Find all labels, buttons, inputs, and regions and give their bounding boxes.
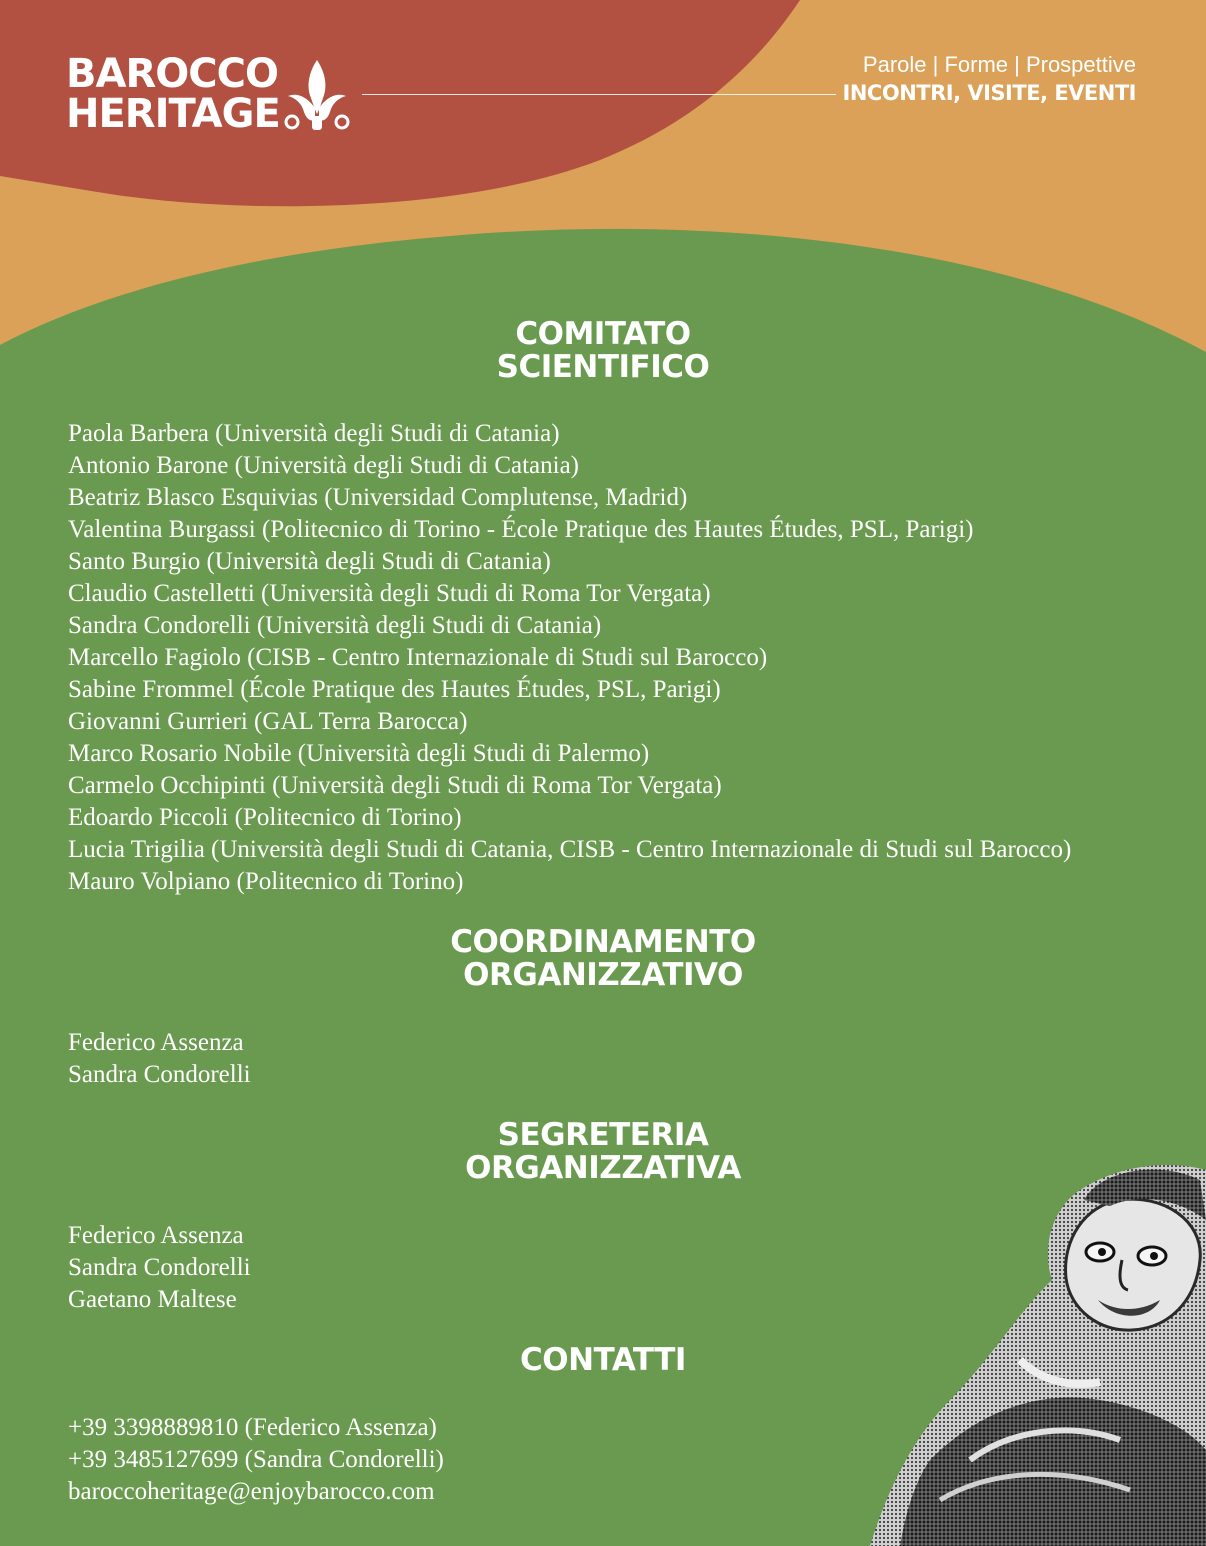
coordinamento-member: Sandra Condorelli <box>68 1061 251 1088</box>
comitato-member: Valentina Burgassi (Politecnico di Torino - École Pratique des Hautes Études, PSL, Parigi) <box>68 516 974 543</box>
contatti-title <box>0 1344 1206 1377</box>
segreteria-title <box>0 1119 1206 1185</box>
comitato-member: Edoardo Piccoli (Politecnico di Torino) <box>68 804 462 831</box>
tagline-keywords: Parole | Forme | Prospettive <box>862 52 1136 77</box>
comitato-title-line-2: SCIENTIFICO <box>496 349 710 385</box>
coordinamento-member: Federico Assenza <box>68 1029 244 1056</box>
contatti-list <box>68 1412 444 1508</box>
comitato-member: Sandra Condorelli (Università degli Studi di Catania) <box>68 612 602 639</box>
email-link[interactable]: baroccoheritage@enjoybarocco.com <box>68 1478 435 1505</box>
comitato-member: Sabine Frommel (École Pratique des Hautes Études, PSL, Parigi) <box>68 676 721 703</box>
coordinamento-member-list <box>68 1027 251 1091</box>
fleur-de-lis-icon <box>284 58 350 134</box>
coordinamento-title <box>0 926 1206 992</box>
comitato-member: Marcello Fagiolo (CISB - Centro Internazionale di Studi sul Barocco) <box>68 644 768 671</box>
header-divider <box>362 94 836 95</box>
comitato-member: Giovanni Gurrieri (GAL Terra Barocca) <box>68 708 468 735</box>
comitato-title <box>0 318 1206 384</box>
comitato-member: Lucia Trigilia (Università degli Studi di Catania, CISB - Centro Internazionale di Studi sul Barocco) <box>68 836 1072 863</box>
comitato-member: Santo Burgio (Università degli Studi di Catania) <box>68 548 551 575</box>
tagline <box>843 52 1136 108</box>
segreteria-member: Federico Assenza <box>68 1222 244 1249</box>
segreteria-member-list <box>68 1220 251 1316</box>
coordinamento-title-line-2: ORGANIZZATIVO <box>463 957 743 993</box>
comitato-title-line-1: COMITATO <box>515 316 691 352</box>
segreteria-member: Gaetano Maltese <box>68 1286 237 1313</box>
comitato-member: Mauro Volpiano (Politecnico di Torino) <box>68 868 464 895</box>
comitato-member: Carmelo Occhipinti (Università degli Studi di Roma Tor Vergata) <box>68 772 722 799</box>
segreteria-title-line-1: SEGRETERIA <box>497 1117 709 1153</box>
contatti-title-text: CONTATTI <box>520 1342 686 1378</box>
phone-contact: +39 3485127699 (Sandra Condorelli) <box>68 1446 444 1473</box>
comitato-member: Beatriz Blasco Esquivias (Universidad Complutense, Madrid) <box>68 484 688 511</box>
logo-line-1: BAROCCO <box>66 51 278 97</box>
logo-line-2: HERITAGE <box>66 91 280 137</box>
comitato-member: Paola Barbera (Università degli Studi di Catania) <box>68 420 560 447</box>
comitato-member: Claudio Castelletti (Università degli Studi di Roma Tor Vergata) <box>68 580 711 607</box>
segreteria-title-line-2: ORGANIZZATIVA <box>465 1150 741 1186</box>
coordinamento-title-line-1: COORDINAMENTO <box>450 924 756 960</box>
barocco-heritage-logo <box>66 51 280 137</box>
segreteria-member: Sandra Condorelli <box>68 1254 251 1281</box>
phone-contact: +39 3398889810 (Federico Assenza) <box>68 1414 437 1441</box>
tagline-events: INCONTRI, VISITE, EVENTI <box>842 81 1136 105</box>
comitato-member-list <box>68 418 1071 898</box>
comitato-member: Marco Rosario Nobile (Università degli Studi di Palermo) <box>68 740 650 767</box>
comitato-member: Antonio Barone (Università degli Studi di Catania) <box>68 452 580 479</box>
